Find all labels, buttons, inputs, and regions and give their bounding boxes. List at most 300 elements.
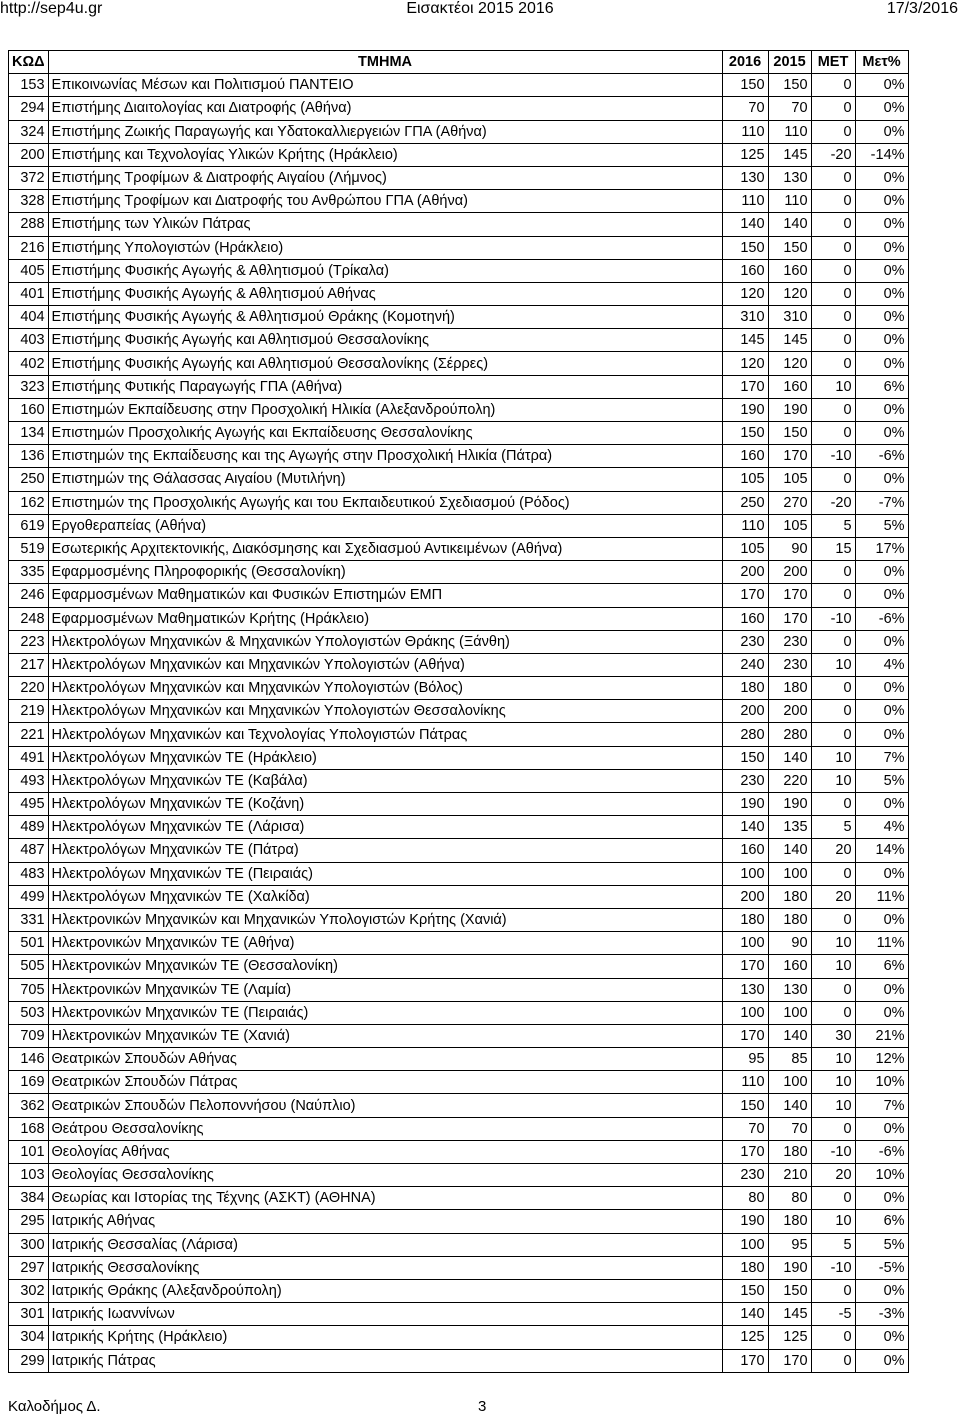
cell-change-percent: 0% <box>855 190 908 213</box>
cell-2015: 140 <box>768 213 811 236</box>
cell-change-percent: 0% <box>855 908 908 931</box>
table-row <box>9 468 909 491</box>
cell-change-percent: 0% <box>855 1117 908 1140</box>
column-header-code: ΚΩΔ <box>9 51 49 74</box>
cell-2016: 240 <box>722 653 768 676</box>
cell-change-percent: 0% <box>855 1187 908 1210</box>
cell-change-percent: 14% <box>855 839 908 862</box>
cell-2015: 230 <box>768 630 811 653</box>
cell-2016: 105 <box>722 537 768 560</box>
cell-2016: 230 <box>722 630 768 653</box>
table-row <box>9 375 909 398</box>
cell-change: 0 <box>811 398 855 421</box>
cell-department: Επιστήμης Τροφίμων & Διατροφής Αιγαίου (Λήμνος) <box>48 166 722 189</box>
cell-change-percent: 0% <box>855 1001 908 1024</box>
table-row <box>9 700 909 723</box>
table-row <box>9 166 909 189</box>
cell-2016: 150 <box>722 422 768 445</box>
cell-department: Επιστήμης και Τεχνολογίας Υλικών Κρήτης (Ηράκλειο) <box>48 143 722 166</box>
cell-2016: 140 <box>722 213 768 236</box>
cell-2016: 160 <box>722 445 768 468</box>
cell-2016: 110 <box>722 1071 768 1094</box>
cell-change-percent: 0% <box>855 1279 908 1302</box>
page-header <box>0 0 960 22</box>
cell-2015: 110 <box>768 120 811 143</box>
cell-change-percent: 0% <box>855 862 908 885</box>
cell-department: Ιατρικής Θράκης (Αλεξανδρούπολη) <box>48 1279 722 1302</box>
cell-change-percent: 0% <box>855 306 908 329</box>
cell-change-percent: 11% <box>855 885 908 908</box>
cell-department: Θεολογίας Θεσσαλονίκης <box>48 1164 722 1187</box>
cell-change-percent: 0% <box>855 978 908 1001</box>
table-row <box>9 74 909 97</box>
cell-code: 288 <box>9 213 49 236</box>
cell-2016: 180 <box>722 908 768 931</box>
table-row <box>9 908 909 931</box>
table-row <box>9 514 909 537</box>
table-row <box>9 120 909 143</box>
cell-change: 0 <box>811 422 855 445</box>
cell-change: 5 <box>811 514 855 537</box>
cell-code: 134 <box>9 422 49 445</box>
cell-code: 323 <box>9 375 49 398</box>
cell-change-percent: 6% <box>855 1210 908 1233</box>
table-row <box>9 630 909 653</box>
table-row <box>9 537 909 560</box>
table-row <box>9 584 909 607</box>
cell-2016: 170 <box>722 584 768 607</box>
cell-change-percent: 0% <box>855 97 908 120</box>
cell-2016: 180 <box>722 1256 768 1279</box>
table-row <box>9 723 909 746</box>
cell-change: 15 <box>811 537 855 560</box>
cell-2015: 220 <box>768 769 811 792</box>
cell-2015: 140 <box>768 746 811 769</box>
cell-department: Ιατρικής Ιωαννίνων <box>48 1303 722 1326</box>
table-row <box>9 1326 909 1349</box>
cell-code: 146 <box>9 1048 49 1071</box>
cell-change-percent: -6% <box>855 607 908 630</box>
cell-code: 405 <box>9 259 49 282</box>
cell-2015: 120 <box>768 352 811 375</box>
cell-2015: 80 <box>768 1187 811 1210</box>
table-row <box>9 839 909 862</box>
cell-department: Ιατρικής Θεσσαλονίκης <box>48 1256 722 1279</box>
column-header-department: ΤΜΗΜΑ <box>48 51 722 74</box>
cell-2016: 130 <box>722 166 768 189</box>
cell-2015: 145 <box>768 1303 811 1326</box>
cell-code: 294 <box>9 97 49 120</box>
cell-change: 20 <box>811 839 855 862</box>
cell-change-percent: 0% <box>855 422 908 445</box>
cell-change-percent: 0% <box>855 1349 908 1372</box>
table-row <box>9 1071 909 1094</box>
cell-department: Ηλεκτρολόγων Μηχανικών ΤΕ (Λάρισα) <box>48 816 722 839</box>
cell-2016: 200 <box>722 561 768 584</box>
cell-change: 0 <box>811 213 855 236</box>
cell-change: -10 <box>811 1256 855 1279</box>
cell-2015: 140 <box>768 1094 811 1117</box>
table-row <box>9 561 909 584</box>
cell-change: 10 <box>811 1071 855 1094</box>
cell-department: Θεατρικών Σπουδών Πελοποννήσου (Ναύπλιο) <box>48 1094 722 1117</box>
cell-department: Ηλεκτρονικών Μηχανικών ΤΕ (Θεσσαλονίκη) <box>48 955 722 978</box>
cell-department: Ηλεκτρονικών Μηχανικών και Μηχανικών Υπολογιστών Κρήτης (Χανιά) <box>48 908 722 931</box>
cell-change: 0 <box>811 700 855 723</box>
cell-2015: 180 <box>768 1210 811 1233</box>
cell-2016: 70 <box>722 1117 768 1140</box>
cell-code: 299 <box>9 1349 49 1372</box>
cell-change: 0 <box>811 862 855 885</box>
cell-code: 619 <box>9 514 49 537</box>
cell-code: 331 <box>9 908 49 931</box>
cell-change: 0 <box>811 352 855 375</box>
cell-2015: 110 <box>768 190 811 213</box>
cell-change: 10 <box>811 653 855 676</box>
cell-2016: 140 <box>722 1303 768 1326</box>
cell-2015: 150 <box>768 236 811 259</box>
cell-code: 300 <box>9 1233 49 1256</box>
cell-department: Εφαρμοσμένων Μαθηματικών και Φυσικών Επιστημών ΕΜΠ <box>48 584 722 607</box>
table-row <box>9 282 909 305</box>
cell-2015: 95 <box>768 1233 811 1256</box>
cell-change-percent: 0% <box>855 398 908 421</box>
table-row <box>9 1001 909 1024</box>
table-row <box>9 1233 909 1256</box>
cell-code: 362 <box>9 1094 49 1117</box>
cell-code: 304 <box>9 1326 49 1349</box>
cell-2015: 280 <box>768 723 811 746</box>
cell-change: 0 <box>811 677 855 700</box>
cell-2015: 140 <box>768 839 811 862</box>
cell-change: 0 <box>811 120 855 143</box>
table-row <box>9 1303 909 1326</box>
cell-change: 0 <box>811 978 855 1001</box>
cell-change: -5 <box>811 1303 855 1326</box>
cell-2015: 100 <box>768 1001 811 1024</box>
cell-code: 328 <box>9 190 49 213</box>
cell-code: 403 <box>9 329 49 352</box>
cell-change: 0 <box>811 584 855 607</box>
cell-2016: 150 <box>722 746 768 769</box>
cell-department: Εσωτερικής Αρχιτεκτονικής, Διακόσμησης και Σχεδιασμού Αντικειμένων (Αθήνα) <box>48 537 722 560</box>
cell-change: 0 <box>811 259 855 282</box>
cell-department: Ηλεκτρολόγων Μηχανικών και Μηχανικών Υπολογιστών Θεσσαλονίκης <box>48 700 722 723</box>
cell-department: Ηλεκτρονικών Μηχανικών ΤΕ (Αθήνα) <box>48 932 722 955</box>
cell-2015: 170 <box>768 607 811 630</box>
cell-change: 5 <box>811 1233 855 1256</box>
cell-change: 20 <box>811 885 855 908</box>
cell-change-percent: 5% <box>855 514 908 537</box>
cell-department: Επιστήμης Φυσικής Αγωγής και Αθλητισμού Θεσσαλονίκης <box>48 329 722 352</box>
table-row <box>9 1256 909 1279</box>
table-row <box>9 352 909 375</box>
cell-2015: 90 <box>768 537 811 560</box>
cell-2016: 70 <box>722 97 768 120</box>
cell-change-percent: 0% <box>855 1326 908 1349</box>
cell-2015: 100 <box>768 1071 811 1094</box>
cell-2016: 120 <box>722 352 768 375</box>
cell-2015: 70 <box>768 97 811 120</box>
cell-2016: 100 <box>722 862 768 885</box>
cell-2015: 120 <box>768 282 811 305</box>
cell-change: 0 <box>811 97 855 120</box>
cell-code: 491 <box>9 746 49 769</box>
cell-2016: 160 <box>722 839 768 862</box>
cell-code: 402 <box>9 352 49 375</box>
cell-department: Ιατρικής Κρήτης (Ηράκλειο) <box>48 1326 722 1349</box>
cell-change: 0 <box>811 74 855 97</box>
cell-change: 10 <box>811 746 855 769</box>
cell-department: Εργοθεραπείας (Αθήνα) <box>48 514 722 537</box>
cell-change: 30 <box>811 1024 855 1047</box>
cell-department: Ηλεκτρολόγων Μηχανικών & Μηχανικών Υπολογιστών Θράκης (Ξάνθη) <box>48 630 722 653</box>
cell-2016: 170 <box>722 1140 768 1163</box>
cell-change: 20 <box>811 1164 855 1187</box>
cell-2016: 310 <box>722 306 768 329</box>
cell-change-percent: 0% <box>855 630 908 653</box>
cell-department: Ηλεκτρολόγων Μηχανικών ΤΕ (Χαλκίδα) <box>48 885 722 908</box>
cell-2015: 90 <box>768 932 811 955</box>
site-url[interactable]: http://sep4u.gr <box>0 0 103 17</box>
cell-2015: 85 <box>768 1048 811 1071</box>
cell-code: 219 <box>9 700 49 723</box>
cell-2015: 210 <box>768 1164 811 1187</box>
table-row <box>9 398 909 421</box>
cell-2015: 180 <box>768 1140 811 1163</box>
cell-2015: 145 <box>768 329 811 352</box>
cell-change-percent: 0% <box>855 700 908 723</box>
cell-2015: 145 <box>768 143 811 166</box>
cell-change: 0 <box>811 236 855 259</box>
cell-2015: 190 <box>768 793 811 816</box>
table-row <box>9 746 909 769</box>
cell-2015: 180 <box>768 885 811 908</box>
cell-2015: 160 <box>768 259 811 282</box>
cell-change-percent: 4% <box>855 653 908 676</box>
cell-code: 324 <box>9 120 49 143</box>
cell-department: Ηλεκτρολόγων Μηχανικών ΤΕ (Καβάλα) <box>48 769 722 792</box>
cell-2015: 190 <box>768 398 811 421</box>
cell-2016: 150 <box>722 236 768 259</box>
column-header-2016: 2016 <box>722 51 768 74</box>
cell-2016: 180 <box>722 677 768 700</box>
cell-2016: 150 <box>722 1279 768 1302</box>
cell-code: 200 <box>9 143 49 166</box>
cell-change-percent: 5% <box>855 769 908 792</box>
cell-change-percent: 0% <box>855 236 908 259</box>
cell-2016: 170 <box>722 375 768 398</box>
table-row <box>9 862 909 885</box>
column-header-change: ΜΕΤ <box>811 51 855 74</box>
cell-change-percent: 10% <box>855 1071 908 1094</box>
cell-change: 10 <box>811 375 855 398</box>
cell-code: 168 <box>9 1117 49 1140</box>
cell-2016: 190 <box>722 1210 768 1233</box>
cell-change-percent: 0% <box>855 723 908 746</box>
cell-2016: 105 <box>722 468 768 491</box>
cell-2015: 105 <box>768 514 811 537</box>
cell-2016: 200 <box>722 700 768 723</box>
table-row <box>9 1024 909 1047</box>
cell-code: 246 <box>9 584 49 607</box>
cell-change: 0 <box>811 561 855 584</box>
author-name: Καλοδήμος Δ. <box>8 1398 101 1415</box>
cell-change-percent: 11% <box>855 932 908 955</box>
cell-code: 301 <box>9 1303 49 1326</box>
cell-2016: 100 <box>722 932 768 955</box>
cell-2015: 160 <box>768 375 811 398</box>
cell-department: Θεατρικών Σπουδών Αθήνας <box>48 1048 722 1071</box>
cell-change-percent: 7% <box>855 1094 908 1117</box>
cell-change: 0 <box>811 1187 855 1210</box>
table-row <box>9 97 909 120</box>
cell-change: 10 <box>811 1094 855 1117</box>
cell-code: 503 <box>9 1001 49 1024</box>
cell-code: 505 <box>9 955 49 978</box>
cell-change: -10 <box>811 1140 855 1163</box>
cell-2016: 280 <box>722 723 768 746</box>
cell-department: Επιστημών της Προσχολικής Αγωγής και του Εκπαιδευτικού Σχεδιασμού (Ρόδος) <box>48 491 722 514</box>
table-header-row <box>9 51 909 74</box>
cell-change-percent: -6% <box>855 445 908 468</box>
table-row <box>9 1187 909 1210</box>
cell-department: Θεατρικών Σπουδών Πάτρας <box>48 1071 722 1094</box>
table-row <box>9 1140 909 1163</box>
table-row <box>9 816 909 839</box>
cell-department: Εφαρμοσμένων Μαθηματικών Κρήτης (Ηράκλειο) <box>48 607 722 630</box>
cell-code: 162 <box>9 491 49 514</box>
cell-department: Ηλεκτρονικών Μηχανικών ΤΕ (Λαμία) <box>48 978 722 1001</box>
cell-2016: 150 <box>722 1094 768 1117</box>
cell-change: 10 <box>811 769 855 792</box>
cell-2016: 200 <box>722 885 768 908</box>
cell-2016: 100 <box>722 1233 768 1256</box>
cell-code: 295 <box>9 1210 49 1233</box>
cell-department: Ηλεκτρολόγων Μηχανικών και Μηχανικών Υπολογιστών (Αθήνα) <box>48 653 722 676</box>
cell-2015: 135 <box>768 816 811 839</box>
cell-code: 519 <box>9 537 49 560</box>
cell-code: 401 <box>9 282 49 305</box>
cell-change: 0 <box>811 1279 855 1302</box>
cell-2015: 310 <box>768 306 811 329</box>
cell-change-percent: 0% <box>855 213 908 236</box>
cell-2016: 190 <box>722 398 768 421</box>
table-row <box>9 213 909 236</box>
cell-2016: 100 <box>722 1001 768 1024</box>
table-row <box>9 143 909 166</box>
cell-2016: 130 <box>722 978 768 1001</box>
cell-department: Επιστημών Προσχολικής Αγωγής και Εκπαίδευσης Θεσσαλονίκης <box>48 422 722 445</box>
cell-change-percent: 0% <box>855 677 908 700</box>
cell-2016: 190 <box>722 793 768 816</box>
column-header-2015: 2015 <box>768 51 811 74</box>
page-number: 3 <box>478 1398 487 1415</box>
cell-department: Ηλεκτρολόγων Μηχανικών και Μηχανικών Υπολογιστών (Βόλος) <box>48 677 722 700</box>
cell-2015: 190 <box>768 1256 811 1279</box>
cell-department: Επιστήμης Διαιτολογίας και Διατροφής (Αθήνα) <box>48 97 722 120</box>
cell-change-percent: 0% <box>855 468 908 491</box>
table-body <box>9 74 909 1373</box>
cell-code: 384 <box>9 1187 49 1210</box>
table-row <box>9 1210 909 1233</box>
cell-department: Ιατρικής Πάτρας <box>48 1349 722 1372</box>
table-row <box>9 306 909 329</box>
cell-2016: 250 <box>722 491 768 514</box>
table-row <box>9 259 909 282</box>
cell-code: 220 <box>9 677 49 700</box>
cell-change: 0 <box>811 306 855 329</box>
cell-department: Ηλεκτρολόγων Μηχανικών ΤΕ (Κοζάνη) <box>48 793 722 816</box>
cell-change: 0 <box>811 190 855 213</box>
cell-code: 223 <box>9 630 49 653</box>
cell-code: 495 <box>9 793 49 816</box>
cell-change: 10 <box>811 932 855 955</box>
cell-code: 221 <box>9 723 49 746</box>
cell-code: 160 <box>9 398 49 421</box>
cell-code: 404 <box>9 306 49 329</box>
cell-change-percent: 0% <box>855 259 908 282</box>
cell-2016: 170 <box>722 1349 768 1372</box>
table-row <box>9 445 909 468</box>
cell-code: 501 <box>9 932 49 955</box>
cell-code: 302 <box>9 1279 49 1302</box>
column-header-change-percent: Μετ% <box>855 51 908 74</box>
table-row <box>9 1117 909 1140</box>
cell-department: Θεάτρου Θεσσαλονίκης <box>48 1117 722 1140</box>
cell-change: 0 <box>811 282 855 305</box>
table-row <box>9 653 909 676</box>
cell-change: 0 <box>811 908 855 931</box>
table-row <box>9 329 909 352</box>
cell-change: 10 <box>811 1048 855 1071</box>
cell-change: -10 <box>811 607 855 630</box>
cell-2016: 230 <box>722 769 768 792</box>
cell-department: Ηλεκτρολόγων Μηχανικών ΤΕ (Ηράκλειο) <box>48 746 722 769</box>
cell-department: Επιστημών της Εκπαίδευσης και της Αγωγής στην Προσχολική Ηλικία (Πάτρα) <box>48 445 722 468</box>
cell-change: 0 <box>811 468 855 491</box>
cell-change: 0 <box>811 329 855 352</box>
cell-2016: 145 <box>722 329 768 352</box>
cell-change-percent: 0% <box>855 74 908 97</box>
cell-2015: 105 <box>768 468 811 491</box>
cell-change: 0 <box>811 630 855 653</box>
cell-code: 136 <box>9 445 49 468</box>
cell-2016: 170 <box>722 1024 768 1047</box>
cell-change: -10 <box>811 445 855 468</box>
cell-change-percent: 10% <box>855 1164 908 1187</box>
cell-department: Επιστημών της Θάλασσας Αιγαίου (Μυτιλήνη) <box>48 468 722 491</box>
table-row <box>9 793 909 816</box>
cell-change: 0 <box>811 793 855 816</box>
cell-2016: 110 <box>722 190 768 213</box>
cell-code: 250 <box>9 468 49 491</box>
cell-department: Επιστημών Εκπαίδευσης στην Προσχολική Ηλικία (Αλεξανδρούπολη) <box>48 398 722 421</box>
cell-2016: 125 <box>722 143 768 166</box>
cell-2015: 70 <box>768 1117 811 1140</box>
cell-change-percent: -6% <box>855 1140 908 1163</box>
cell-change-percent: 7% <box>855 746 908 769</box>
admissions-table <box>8 50 909 1373</box>
cell-2015: 270 <box>768 491 811 514</box>
cell-change: 0 <box>811 1001 855 1024</box>
table-row <box>9 1349 909 1372</box>
cell-code: 335 <box>9 561 49 584</box>
cell-2015: 100 <box>768 862 811 885</box>
cell-2016: 140 <box>722 816 768 839</box>
cell-code: 487 <box>9 839 49 862</box>
cell-2016: 120 <box>722 282 768 305</box>
